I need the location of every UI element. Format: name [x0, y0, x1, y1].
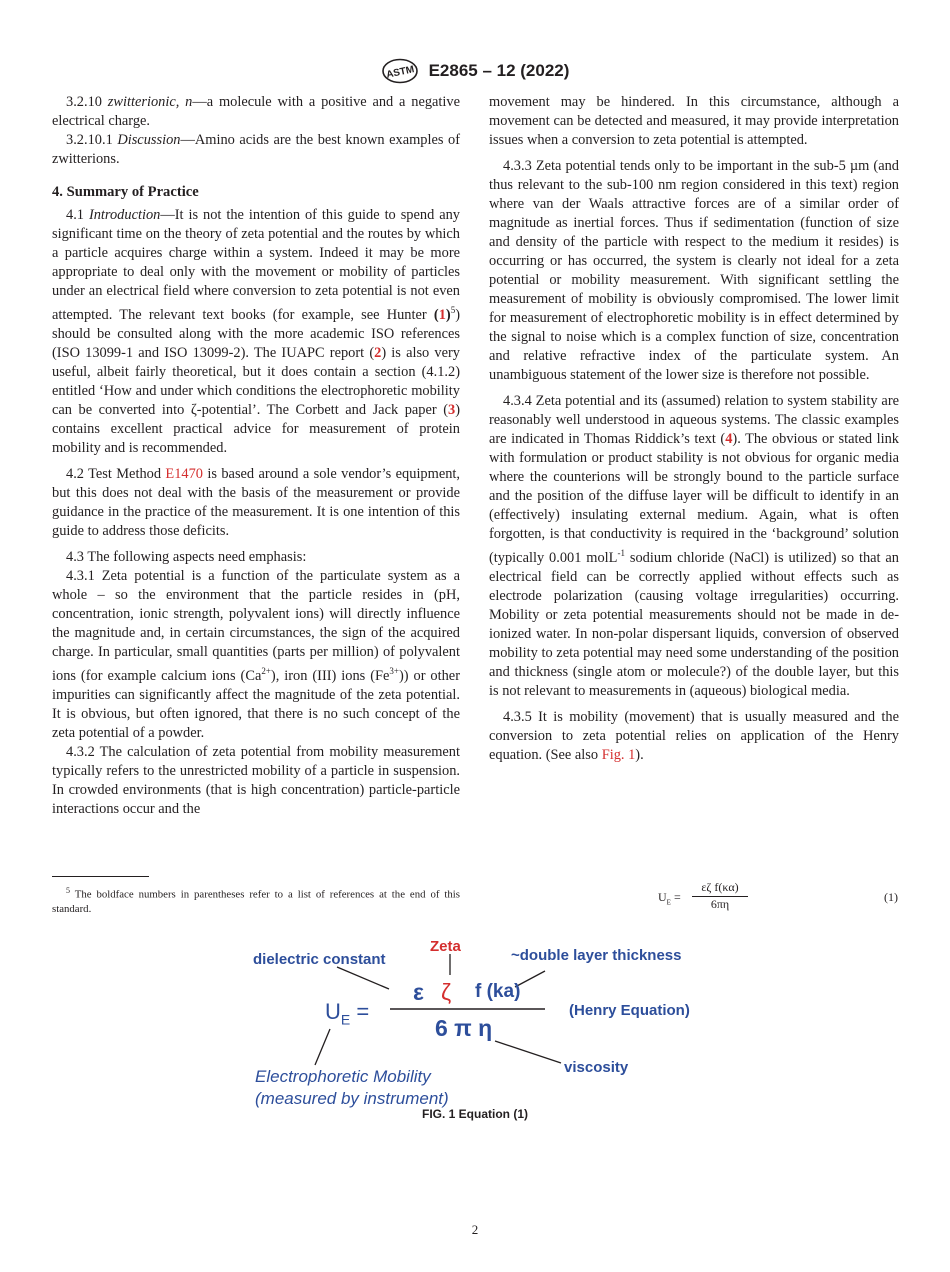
footnote-rule [52, 876, 149, 877]
paragraph-continuation: movement may be hindered. In this circumstance, although a movement can be detected and measured, it may provide interpretation issues when a conversion to zeta potential is attempted. [489, 94, 899, 148]
paragraph-4-3-5: 4.3.5 It is mobility (movement) that is usually measured and the conversion to zeta potential relies on application of the Henry equation. (See also Fig. 1). [489, 708, 899, 763]
right-column [489, 93, 899, 765]
figure-caption: FIG. 1 Equation (1) [421, 1107, 528, 1121]
double-layer-label: ~double layer thickness [511, 947, 682, 964]
equation-lhs: $U_E$ = [658, 890, 681, 907]
mobility-symbol: $U_E$ = [325, 999, 370, 1028]
e1470-link[interactable]: E1470 [165, 465, 203, 482]
equation-1 [640, 880, 900, 916]
fka-term: f (ka) [475, 981, 521, 1002]
paragraph-4-3-4: 4.3.4 Zeta potential and its (assumed) relation to system stability are reasonably well understood in aqueous systems. The classic examples are indicated in Thomas Riddick’s text (4). The obvious or stated link with formulation or product stability is not obvious for organic media where the counterions will be strongly bound to the particle surface and the position of the diffuse layer will be difficult to identify in an (effectively) insulating external medium. Again, what is often forgotten, is that conductivity is required in the ‘background’ solution (typically 0.001 molL$^{-1}$ sodium chloride (NaCl) is utilized) so that an electrical field can be correctly applied without effects such as electrode polarization (causing voltage irregularities) occurring. Mobility or zeta potential measurements should not be made in de-ionized water. In non-polar dispersant liquids, conversion of observed mobility to zeta potential may need some understanding of the position and thickness (single atom or molecule?) of the double layer, but this is not relevant to measurements in (aqueous) biological media. [489, 393, 899, 699]
equation-denominator: 6πη [710, 897, 730, 911]
document-designation: E2865 – 12 (2022) [428, 61, 570, 80]
astm-logo-icon [381, 58, 419, 84]
paragraph-4-3-2: 4.3.2 The calculation of zeta potential from mobility measurement typically refers to the unrestricted mobility of a particle in suspension. In crowded environments (that is high concentration) particle-particle interactions occur and the [52, 743, 460, 817]
epsilon-symbol: ε [413, 979, 424, 1005]
reference-link-2[interactable]: 2 [374, 344, 382, 361]
equation-fraction [692, 880, 748, 912]
viscosity-label: viscosity [564, 1059, 629, 1076]
reference-link-1[interactable]: 1 [438, 306, 446, 323]
paragraph-4-1: 4.1 Introduction—It is not the intention of this guide to spend any significant time on the theory of zeta potential and the routes by which a particle acquires charge within a system. Indeed it may be more appropriate to deal only with the movement or mobility of particles under an electrical field where conversion to zeta potential is not even attempted. The relevant text books (for example, see Hunter $(1)^5$) should be consulted along with the more academic ISO references (ISO 13099-1 and ISO 13099-2). The IUAPC report (2) is also very useful, albeit fairly theoretical, but it does contain a section (4.1.2) entitled ‘How and under which conditions the electrophoretic mobility can be converted into ζ-potential’. The Corbett and Jack paper (3) contains excellent practical advice for measurement of protein mobility and is recommended. [52, 207, 460, 456]
zeta-symbol: ζ [441, 979, 452, 1005]
section-heading: 4. Summary of Practice [52, 184, 199, 200]
paragraph-3-2-10: 3.2.10 zwitterionic, n—a molecule with a positive and a negative electrical charge. [52, 94, 460, 129]
paragraph-3-2-10-1: 3.2.10.1 Discussion—Amino acids are the best known examples of zwitterions. [52, 132, 460, 167]
henry-equation-label: (Henry Equation) [569, 1002, 690, 1019]
denominator-6-pi-eta: 6 π η [435, 1015, 493, 1041]
paragraph-4-3-3: 4.3.3 Zeta potential tends only to be important in the sub-5 µm (and thus relevant to the sub-100 nm region considered in this text) region where van der Waals attractive forces are of a similar order of magnitude as inertial forces. Thus if sedimentation (function of size and density of the particle with respect to the medium it resides) is occurring or has occurred, the system is clearly not ideal for a zeta potential or mobility measurement. With significant settling the measurement of mobility is obviously compromised. The lower limit for measurement of electrophoretic mobility is in effect determined by the signal to noise which is a complex function of size, concentration and relative refractive index of the particulate system. An unambiguous statement of the lower size is therefore not possible. [489, 158, 899, 383]
page-header [0, 58, 950, 84]
zeta-label: Zeta [430, 938, 461, 955]
paragraph-4-3-1: 4.3.1 Zeta potential is a function of the particulate system as a whole – so the environment that the particle resides in (pH, concentration, ionic strength, polyvalent ions) will directly influence the magnitude and, in certain circumstances, the sign of the acquired charge. In particular, small quantities (parts per million) of polyvalent ions (for example calcium ions $(Ca^{2+})$, iron (III) ions $(Fe^{3+})$) or other impurities can significantly affect the magnitude of the zeta potential. It is obvious, but often ignored, that there is no such concept of the zeta potential of a powder. [52, 567, 460, 741]
henry-equation-figure [245, 935, 705, 1110]
reference-link-4[interactable]: 4 [725, 431, 733, 447]
equation-numerator: εζ f(κα) [692, 880, 748, 897]
fig-1-link[interactable]: Fig. 1 [601, 746, 636, 763]
electrophoretic-mobility-label: Electrophoretic Mobility (measured by instrument) [255, 1067, 449, 1108]
page-number: 2 [471, 1222, 479, 1237]
reference-link-3[interactable]: 3 [448, 401, 456, 418]
left-column [52, 93, 460, 819]
dielectric-constant-label: dielectric constant [253, 951, 386, 968]
footnote-mark: 5 [450, 305, 456, 315]
footnote: $^5$ The boldface numbers in parentheses refer to a list of references at the end of this standard. [52, 886, 460, 915]
paragraph-4-3: 4.3 The following aspects need emphasis: [66, 548, 307, 565]
paragraph-4-2: 4.2 Test Method E1470 is based around a sole vendor’s equipment, but this does not deal with the basis of the measurement or provide guidance in the practice of the measurement. It is one intention of this guide to address those deficits. [52, 465, 461, 539]
equation-number: (1) [884, 890, 898, 904]
astm-logo-text: ASTM [384, 64, 415, 81]
